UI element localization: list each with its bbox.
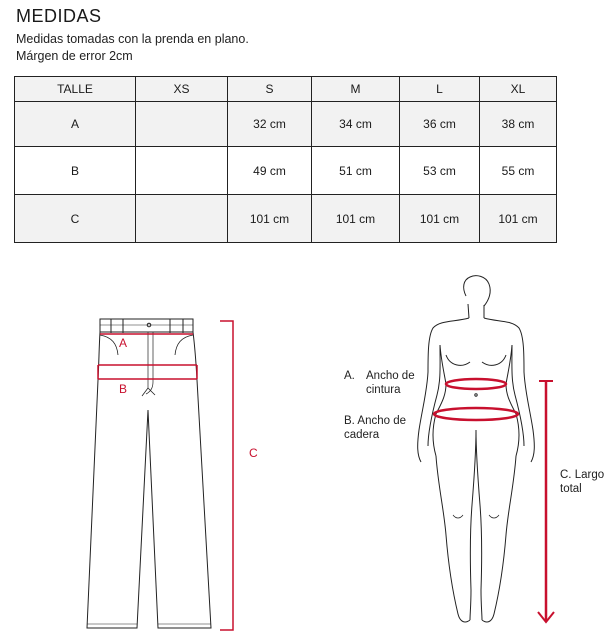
cell-l: 101 cm [400, 195, 480, 243]
body-label-b-line1: B. Ancho de [344, 415, 407, 427]
header-s: S [228, 77, 312, 102]
pants-label-c: C [249, 446, 258, 460]
pants-label-a: A [119, 336, 128, 350]
subtitle-flat-measure: Medidas tomadas con la prenda en plano. [16, 32, 249, 46]
body-illustration [418, 276, 535, 622]
page-title: MEDIDAS [16, 6, 102, 26]
row-label: B [15, 147, 136, 195]
body-label-a-line2: cintura [366, 384, 401, 396]
pants-measure-lines [98, 321, 233, 630]
row-label: A [15, 102, 136, 147]
cell-m: 51 cm [312, 147, 400, 195]
header-l: L [400, 77, 480, 102]
cell-xl: 101 cm [480, 195, 557, 243]
cell-s: 32 cm [228, 102, 312, 147]
cell-m: 101 cm [312, 195, 400, 243]
cell-l: 36 cm [400, 102, 480, 147]
body-label-a-prefix: A. [344, 370, 355, 382]
header-xs: XS [136, 77, 228, 102]
pants-label-b: B [119, 382, 128, 396]
body-label-b-line2: cadera [344, 429, 380, 441]
header-xl: XL [480, 77, 557, 102]
cell-l: 53 cm [400, 147, 480, 195]
cell-s: 101 cm [228, 195, 312, 243]
cell-m: 34 cm [312, 102, 400, 147]
row-label: C [15, 195, 136, 243]
subtitle-error-margin: Márgen de error 2cm [16, 49, 133, 63]
body-label-c-line2: total [560, 483, 582, 495]
header-m: M [312, 77, 400, 102]
cell-xl: 55 cm [480, 147, 557, 195]
body-label-a-line1: Ancho de [366, 370, 415, 382]
header-talle: TALLE [15, 77, 136, 102]
cell-s: 49 cm [228, 147, 312, 195]
body-label-c-line1: C. Largo [560, 469, 605, 481]
cell-xl: 38 cm [480, 102, 557, 147]
